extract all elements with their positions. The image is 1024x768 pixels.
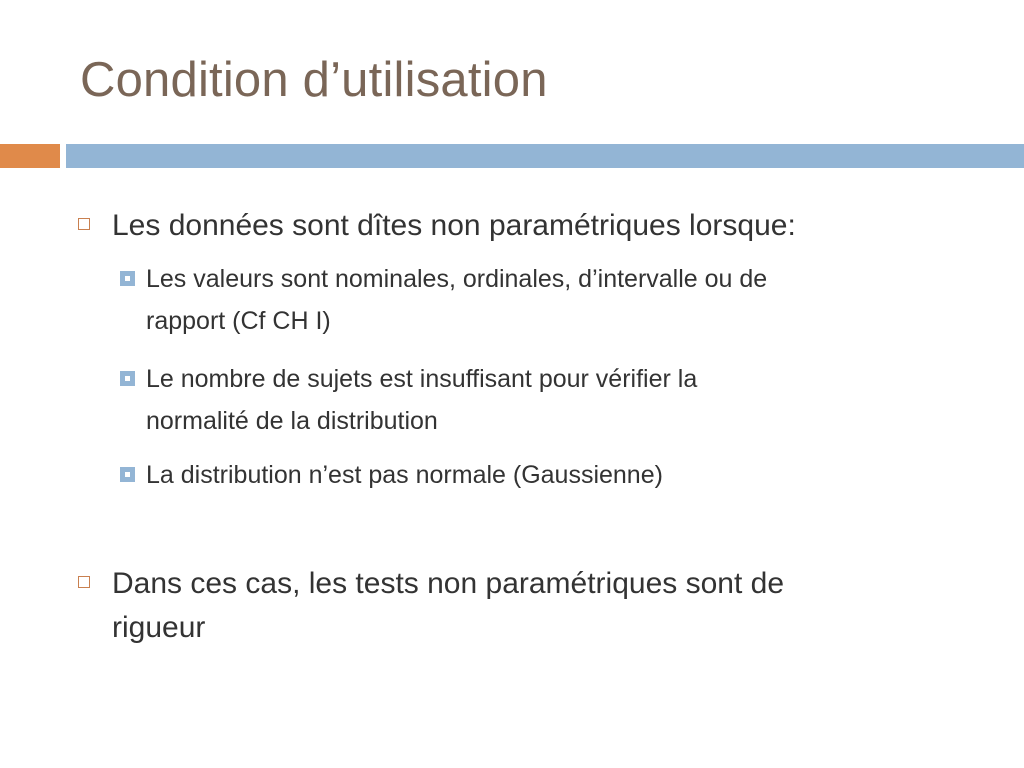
bullet-text-line: Dans ces cas, les tests non paramétriques sont de — [112, 567, 785, 600]
hollow-square-bullet-icon — [78, 576, 90, 588]
slide-title: Condition d’utilisation — [80, 53, 548, 107]
hollow-square-bullet-icon — [78, 218, 90, 230]
square-bullet-icon — [120, 371, 135, 386]
bullet-text-line: rigueur — [112, 611, 206, 644]
sub-bullet-text-line: Les valeurs sont nominales, ordinales, d’intervalle ou de — [146, 265, 768, 293]
sub-bullet-text-line: Le nombre de sujets est insuffisant pour vérifier la — [146, 365, 698, 393]
sub-bullet-text-line: normalité de la distribution — [146, 407, 438, 435]
square-bullet-icon — [120, 271, 135, 286]
sub-bullet-text-line: La distribution n’est pas normale (Gaussienne) — [146, 461, 663, 489]
sub-bullet-text-line: rapport (Cf CH I) — [146, 307, 331, 335]
bullet-text: Les données sont dîtes non paramétriques lorsque: — [112, 209, 796, 242]
square-bullet-icon — [120, 467, 135, 482]
